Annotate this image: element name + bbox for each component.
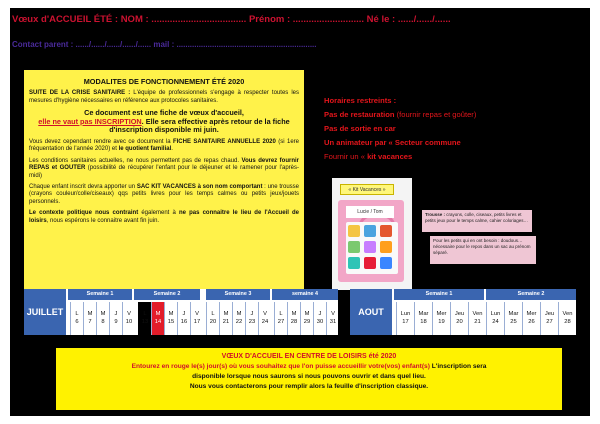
day-letter: V [263, 311, 267, 317]
day-number: 28 [564, 319, 571, 325]
day-cell[interactable] [122, 302, 135, 335]
day-letter: Lun [400, 311, 411, 317]
day-letter: M [236, 311, 242, 317]
fiche-text-a: Vous devez cependant rendre avec ce document la [29, 139, 173, 145]
info-notice [29, 109, 299, 135]
voeux-line1-red: Entourez en rouge le(s) jour(s) où vous souhaitez que l'on puisse accueillir votre(vos) enfant(s) [131, 363, 430, 370]
day-cell[interactable] [219, 302, 232, 335]
day-letter: V [127, 311, 131, 317]
month-label-juillet: JUILLET [24, 289, 66, 335]
day-letter: L [143, 311, 147, 317]
header-contact-line: Contact parent : ....../....../....../....../...... mail : ............................................................... [12, 40, 317, 49]
kit-prefix: Fournir un « [324, 152, 368, 161]
day-letter: J [318, 311, 322, 317]
day-letter: Mer [526, 311, 537, 317]
day-letter: Mar [508, 311, 519, 317]
notice-line1: Ce document est une fiche de vœux d'accueil, [84, 108, 244, 118]
day-letter: Jeu [544, 311, 555, 317]
voeux-line3: Nous vous contacterons pour remplir alors la feuille d'inscription classique. [189, 383, 429, 390]
day-cell[interactable] [287, 302, 300, 335]
kit-bag-tag: « Kit Vacances » [340, 184, 394, 195]
lieu-text-b: également à [138, 210, 179, 217]
repas-text-a: Les conditions sanitaires actuelles, ne nous permettent pas de repas chaud. [29, 157, 242, 164]
lieu-text-c: ne pas connaitre le lieu de l'Accueil de loisirs [29, 210, 300, 224]
day-number: 20 [456, 319, 463, 325]
day-cell[interactable] [274, 302, 287, 335]
item-icon [364, 241, 376, 253]
day-number: 19 [438, 319, 445, 325]
week-header: Semaine 2 [486, 289, 576, 300]
day-cell[interactable] [326, 302, 339, 335]
day-letter: V [195, 311, 199, 317]
item-icon [348, 257, 360, 269]
day-cell[interactable] [522, 302, 540, 335]
day-letter: V [331, 311, 335, 317]
day-letter: Ven [562, 311, 573, 317]
day-number: 7 [88, 319, 92, 325]
day-number: 30 [316, 319, 324, 325]
item-icon [380, 257, 392, 269]
day-cell[interactable] [109, 302, 122, 335]
day-letter: M [100, 311, 106, 317]
day-cell[interactable] [138, 302, 151, 335]
repas-text-c: (possibilité de récupérer l'enfant pour le déjeuner et le ramener pour l'après-midi) [29, 165, 299, 179]
voeux-line1 [56, 362, 562, 372]
info-title: MODALITES DE FONCTIONNEMENT ÉTÉ 2020 [83, 77, 245, 86]
day-number: 27 [277, 319, 285, 325]
day-cell[interactable] [177, 302, 190, 335]
kit-text-a: Chaque enfant inscrit devra apporter un [29, 184, 137, 191]
day-number: 18 [420, 319, 427, 325]
day-number: 31 [329, 319, 337, 325]
lieu-text-a: Le contexte politique nous contraint [29, 210, 139, 217]
day-cell[interactable] [486, 302, 504, 335]
bag-contents [346, 222, 398, 274]
day-cell[interactable] [83, 302, 96, 335]
day-letter: Jeu [454, 311, 465, 317]
day-cell[interactable] [96, 302, 109, 335]
day-letter: M [168, 311, 174, 317]
day-number: 9 [114, 319, 118, 325]
item-icon [348, 241, 360, 253]
item-icon [380, 241, 392, 253]
calendar-juillet [24, 289, 338, 335]
day-letter: L [279, 311, 283, 317]
note-doudou: Pour les petits qui en ont besoin : doudous… nécessaire pour le repos dans un sac au prénom séparé. [430, 236, 536, 264]
day-letter: J [182, 311, 186, 317]
fiche-text-b: FICHE SANITAIRE ANNUELLE 2020 [172, 139, 276, 145]
day-letter: M [223, 311, 229, 317]
day-cell[interactable] [190, 302, 203, 335]
day-number: 17 [402, 319, 409, 325]
page [10, 8, 590, 416]
day-number: 8 [101, 319, 105, 325]
day-number: 25 [510, 319, 517, 325]
day-letter: M [291, 311, 297, 317]
day-cell[interactable] [70, 302, 83, 335]
repas-text-b: Vous devrez fournir REPAS et GOUTER [29, 157, 299, 172]
day-cell[interactable] [258, 302, 271, 335]
kit-bag-photo [332, 178, 412, 290]
kit-text-c: : une trousse (crayons couleur/colle/ciseaux) qqs petits livres pour les temps calmes ou petits jeux/jouets personnels. [29, 184, 300, 205]
day-letter: L [211, 311, 215, 317]
day-cell[interactable] [540, 302, 558, 335]
day-number: 15 [167, 319, 175, 325]
restauration-detail: (fournir repas et goûter) [394, 110, 477, 119]
note-trousse [422, 210, 532, 232]
crise-label: SUITE DE LA CRISE SANITAIRE : [29, 90, 131, 97]
info-paragraph-crise [29, 90, 299, 105]
day-number: 17 [193, 319, 201, 325]
day-letter: M [155, 311, 161, 317]
kit-text-b: SAC KIT VACANCES à son nom comportant [136, 184, 263, 191]
trousse-label: Trousse : [425, 212, 446, 217]
day-cell[interactable] [245, 302, 258, 335]
day-cell[interactable] [450, 302, 468, 335]
day-number: 22 [235, 319, 243, 325]
lieu-text-d: , nous espérons le connaitre avant fin juin. [46, 217, 160, 224]
week-header: Semaine 3 [206, 289, 270, 300]
day-cell[interactable] [206, 302, 219, 335]
trousse-text: crayons, colle, ciseaux, petits livres et petits jeux pour le temps calme, cahier coloriages… [425, 212, 529, 223]
day-number: 10 [125, 319, 133, 325]
week-header: Semaine 1 [394, 289, 484, 300]
item-icon [364, 225, 376, 237]
day-number: 23 [248, 319, 256, 325]
day-number: 6 [75, 319, 79, 325]
day-letter: L [75, 311, 79, 317]
notice-not-inscription: elle ne vaut pas INSCRIPTION [38, 116, 142, 126]
day-letter: Mer [436, 311, 447, 317]
info-paragraph-kit [29, 184, 299, 206]
week-header: semaine 4 [272, 289, 338, 300]
info-panel [24, 70, 304, 292]
condition-horaires: Horaires restreints : [324, 96, 397, 105]
kit-label: kit vacances [367, 152, 413, 161]
day-cell[interactable] [558, 302, 576, 335]
day-number: 26 [528, 319, 535, 325]
notice-rest: . Elle sera effective après retour de la fiche d'inscription disponible mi juin. [109, 116, 290, 135]
item-icon [380, 225, 392, 237]
info-paragraph-fiche [29, 139, 299, 154]
day-number: 28 [290, 319, 298, 325]
item-icon [364, 257, 376, 269]
voeux-title: VŒUX D'ACCUEIL EN CENTRE DE LOISIRS été 2020 [221, 353, 397, 360]
day-letter: Lun [490, 311, 501, 317]
conditions-list [324, 94, 574, 164]
fiche-text-c: (si 1ere fréquentation de l'année 2020) et [29, 139, 299, 153]
day-cell[interactable] [232, 302, 245, 335]
fiche-text-e: . [171, 146, 173, 153]
day-cell[interactable] [504, 302, 522, 335]
day-cell[interactable] [414, 302, 432, 335]
day-number: 21 [222, 319, 230, 325]
crise-text: L'équipe de professionnels s'engage à respecter toutes les mesures d'hygiène nécessaires en référence aux protocoles sanitaires. [29, 90, 299, 104]
day-number: 29 [303, 319, 311, 325]
item-icon [348, 225, 360, 237]
voeux-line1-rest: L'inscription sera [429, 363, 487, 370]
month-label-aout: AOUT [350, 289, 392, 335]
condition-restauration [324, 108, 574, 122]
day-letter: Ven [472, 311, 483, 317]
bag-name-label: Lucie / Tom [346, 206, 394, 218]
day-number: 24 [492, 319, 499, 325]
day-letter: J [250, 311, 254, 317]
day-number: 14 [154, 319, 162, 325]
day-number: 16 [180, 319, 188, 325]
day-cell[interactable] [313, 302, 326, 335]
fiche-text-d: le quotient familial [118, 146, 172, 153]
voeux-line2: disponible lorsque nous saurons si nous pouvons ouvrir et dans quel lieu. [192, 373, 426, 380]
week-header: Semaine 1 [68, 289, 132, 300]
day-cell[interactable] [468, 302, 486, 335]
day-cell[interactable] [164, 302, 177, 335]
day-letter: M [304, 311, 310, 317]
info-paragraph-lieu [29, 210, 299, 225]
day-cell[interactable] [151, 302, 164, 335]
day-cell[interactable] [300, 302, 313, 335]
day-number: 27 [546, 319, 553, 325]
day-number: 13 [141, 319, 149, 325]
day-letter: Mar [418, 311, 429, 317]
day-number: 24 [261, 319, 269, 325]
day-cell[interactable] [432, 302, 450, 335]
condition-animateur: Un animateur par « Secteur commune [324, 138, 461, 147]
week-header: Semaine 2 [134, 289, 200, 300]
day-cell[interactable] [396, 302, 414, 335]
voeux-instructions [56, 348, 562, 410]
condition-sortie: Pas de sortie en car [324, 124, 396, 133]
condition-kit [324, 150, 574, 164]
calendar-aout [350, 289, 576, 335]
restauration-label: Pas de restauration [324, 110, 395, 119]
header-name-line: Vœux d'ACCUEIL ÉTÉ : NOM : .................................... Prénom : ........................... Né le : ....../....../...... [12, 14, 451, 25]
day-letter: M [87, 311, 93, 317]
info-paragraph-repas [29, 158, 299, 180]
day-number: 20 [209, 319, 217, 325]
day-letter: J [114, 311, 118, 317]
day-number: 21 [474, 319, 481, 325]
